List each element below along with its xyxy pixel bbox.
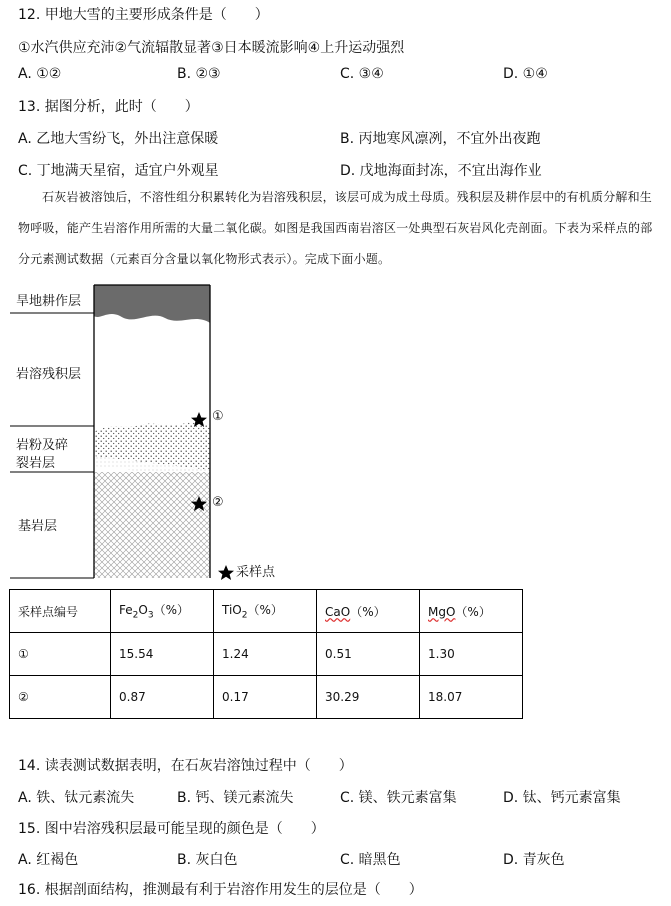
q14-stem: 14. 读表测试数据表明，在石灰岩溶蚀过程中（ ） bbox=[18, 758, 353, 774]
q13-stem: 13. 据图分析，此时（ ） bbox=[18, 99, 199, 115]
q16-stem: 16. 根据剖面结构，推测最有利于岩溶作用发生的层位是（ ） bbox=[18, 882, 423, 898]
q15-option-d[interactable]: D. 青灰色 bbox=[503, 852, 565, 868]
q15-option-b[interactable]: B. 灰白色 bbox=[177, 852, 238, 868]
profile-diagram bbox=[0, 280, 300, 585]
cell-sample-id: ② bbox=[10, 676, 111, 719]
layer-label-rock-powder-2: 裂岩层 bbox=[16, 456, 56, 471]
sample-mark-2: ② bbox=[212, 495, 224, 510]
layer-label-rock-powder-1: 岩粉及碎 bbox=[16, 438, 69, 453]
header-tio2: TiO$_2$（%） bbox=[214, 590, 317, 633]
header-mgo: MgO（%） bbox=[420, 590, 523, 633]
q13-option-b[interactable]: B. 丙地寒风凛冽，不宜外出夜跑 bbox=[340, 131, 541, 147]
layer-label-bedrock: 基岩层 bbox=[18, 519, 58, 534]
legend-star-icon bbox=[218, 565, 234, 580]
cell-tio2: 0.17 bbox=[214, 676, 317, 719]
q15-option-c[interactable]: C. 暗黑色 bbox=[340, 852, 401, 868]
q13-option-d[interactable]: D. 戊地海面封冻，不宜出海作业 bbox=[340, 163, 542, 179]
q14-option-d[interactable]: D. 钛、钙元素富集 bbox=[503, 790, 621, 806]
cell-mgo: 1.30 bbox=[420, 633, 523, 676]
layer-label-residual: 岩溶残积层 bbox=[16, 367, 82, 382]
bedrock-layer-fill bbox=[94, 472, 210, 578]
q13-option-c[interactable]: C. 丁地满天星宿，适宜户外观星 bbox=[18, 163, 219, 179]
q12-option-a[interactable]: A. ①② bbox=[18, 66, 62, 82]
q12-option-c[interactable]: C. ③④ bbox=[340, 66, 384, 82]
q12-option-d[interactable]: D. ①④ bbox=[503, 66, 548, 82]
sample-data-table bbox=[9, 589, 523, 719]
table-row bbox=[10, 633, 523, 676]
q15-stem: 15. 图中岩溶残积层最可能呈现的颜色是（ ） bbox=[18, 821, 325, 837]
table-row bbox=[10, 676, 523, 719]
passage-text: 石灰岩被溶蚀后，不溶性组分积累转化为岩溶残积层，该层可成为成土母质。残积层及耕作层中的有机质分解和生物呼吸，能产生岩溶作用所需的大量二氧化碳。如图是我国西南岩溶区一处典型石灰岩风化壳剖面。下表为采样点的部分元素测试数据（元素百分含量以氧化物形式表示）。完成下面小题。 bbox=[18, 190, 653, 266]
cell-fe2o3: 0.87 bbox=[111, 676, 214, 719]
q15-option-a[interactable]: A. 红褐色 bbox=[18, 852, 79, 868]
q14-option-c[interactable]: C. 镁、铁元素富集 bbox=[340, 790, 457, 806]
q12-option-b[interactable]: B. ②③ bbox=[177, 66, 221, 82]
cell-sample-id: ① bbox=[10, 633, 111, 676]
cell-fe2o3: 15.54 bbox=[111, 633, 214, 676]
header-fe2o3: $Fe_2O_3(\%)$ bbox=[111, 590, 214, 633]
q12-conditions: ①水汽供应充沛②气流辐散显著③日本暖流影响④上升运动强烈 bbox=[18, 40, 405, 56]
q14-option-b[interactable]: B. 钙、镁元素流失 bbox=[177, 790, 294, 806]
header-cao: CaO（%） bbox=[317, 590, 420, 633]
cell-mgo: 18.07 bbox=[420, 676, 523, 719]
cultivated-layer-fill bbox=[94, 285, 210, 323]
table-header-row bbox=[10, 590, 523, 633]
cell-cao: 0.51 bbox=[317, 633, 420, 676]
sample-mark-1: ① bbox=[212, 409, 224, 424]
legend-label: 采样点 bbox=[236, 565, 276, 580]
q14-option-a[interactable]: A. 铁、钛元素流失 bbox=[18, 790, 135, 806]
cell-tio2: 1.24 bbox=[214, 633, 317, 676]
header-sample-id: 采样点编号 bbox=[10, 590, 111, 633]
q12-stem: 12. 甲地大雪的主要形成条件是（ ） bbox=[18, 7, 269, 23]
layer-label-cultivated: 旱地耕作层 bbox=[16, 294, 82, 309]
q13-option-a[interactable]: A. 乙地大雪纷飞，外出注意保暖 bbox=[18, 131, 219, 147]
cell-cao: 30.29 bbox=[317, 676, 420, 719]
